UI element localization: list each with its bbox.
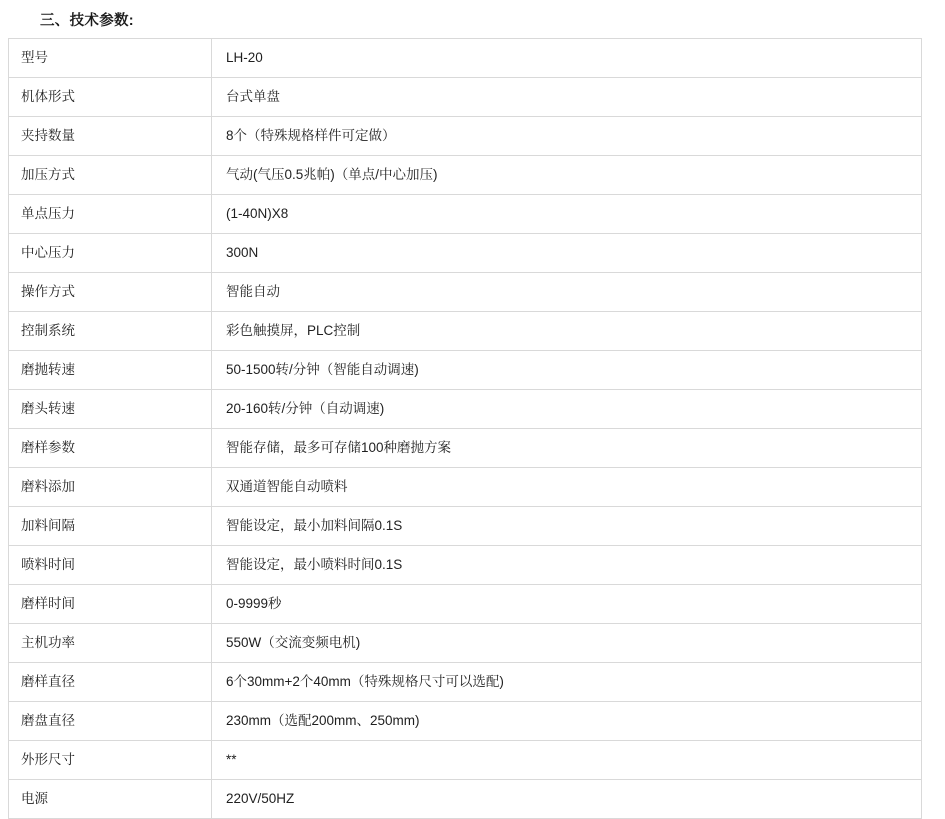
parameter-name: 电源 — [9, 780, 212, 819]
parameter-value: 智能设定，最小加料间隔0.1S — [212, 507, 922, 546]
parameter-value: 智能设定，最小喷料时间0.1S — [212, 546, 922, 585]
parameter-value: 230mm（选配200mm、250mm) — [212, 702, 922, 741]
table-row — [9, 156, 922, 195]
parameter-name: 操作方式 — [9, 273, 212, 312]
parameter-value: 彩色触摸屏，PLC控制 — [212, 312, 922, 351]
table-row — [9, 390, 922, 429]
parameter-name: 磨抛转速 — [9, 351, 212, 390]
table-row — [9, 312, 922, 351]
table-row — [9, 195, 922, 234]
parameter-value: LH-20 — [212, 39, 922, 78]
page-title: 三、技术参数: — [40, 13, 134, 29]
parameter-name: 加料间隔 — [9, 507, 212, 546]
table-row — [9, 78, 922, 117]
table-row — [9, 117, 922, 156]
table-body — [9, 39, 922, 819]
parameter-value: 550W（交流变频电机) — [212, 624, 922, 663]
parameter-value: 智能存储，最多可存储100种磨抛方案 — [212, 429, 922, 468]
parameter-name: 型号 — [9, 39, 212, 78]
table-row — [9, 585, 922, 624]
table-row — [9, 429, 922, 468]
parameter-name: 机体形式 — [9, 78, 212, 117]
parameter-value: (1-40N)X8 — [212, 195, 922, 234]
parameter-name: 主机功率 — [9, 624, 212, 663]
technical-parameters-table — [8, 38, 922, 819]
table-row — [9, 702, 922, 741]
parameter-value: 20-160转/分钟（自动调速) — [212, 390, 922, 429]
parameter-value: 双通道智能自动喷料 — [212, 468, 922, 507]
table-row — [9, 273, 922, 312]
parameter-value: ** — [212, 741, 922, 780]
parameter-value: 智能自动 — [212, 273, 922, 312]
parameter-name: 控制系统 — [9, 312, 212, 351]
parameter-name: 磨头转速 — [9, 390, 212, 429]
parameter-name: 加压方式 — [9, 156, 212, 195]
parameter-name: 喷料时间 — [9, 546, 212, 585]
table-row — [9, 546, 922, 585]
table-row — [9, 507, 922, 546]
parameter-name: 磨样时间 — [9, 585, 212, 624]
table-row — [9, 351, 922, 390]
table-row — [9, 468, 922, 507]
parameter-value: 0-9999秒 — [212, 585, 922, 624]
parameter-value: 8个（特殊规格样件可定做） — [212, 117, 922, 156]
parameter-value: 台式单盘 — [212, 78, 922, 117]
parameter-value: 300N — [212, 234, 922, 273]
table-row — [9, 234, 922, 273]
parameter-name: 单点压力 — [9, 195, 212, 234]
parameter-value: 气动(气压0.5兆帕)（单点/中心加压) — [212, 156, 922, 195]
parameter-name: 磨料添加 — [9, 468, 212, 507]
parameter-value: 220V/50HZ — [212, 780, 922, 819]
table-row — [9, 39, 922, 78]
table-row — [9, 624, 922, 663]
parameter-name: 夹持数量 — [9, 117, 212, 156]
table-row — [9, 780, 922, 819]
table-row — [9, 741, 922, 780]
parameter-value: 50-1500转/分钟（智能自动调速) — [212, 351, 922, 390]
parameter-name: 磨盘直径 — [9, 702, 212, 741]
parameter-name: 中心压力 — [9, 234, 212, 273]
parameter-value: 6个30mm+2个40mm（特殊规格尺寸可以选配) — [212, 663, 922, 702]
parameter-name: 磨样参数 — [9, 429, 212, 468]
table-row — [9, 663, 922, 702]
parameter-name: 外形尺寸 — [9, 741, 212, 780]
parameter-name: 磨样直径 — [9, 663, 212, 702]
